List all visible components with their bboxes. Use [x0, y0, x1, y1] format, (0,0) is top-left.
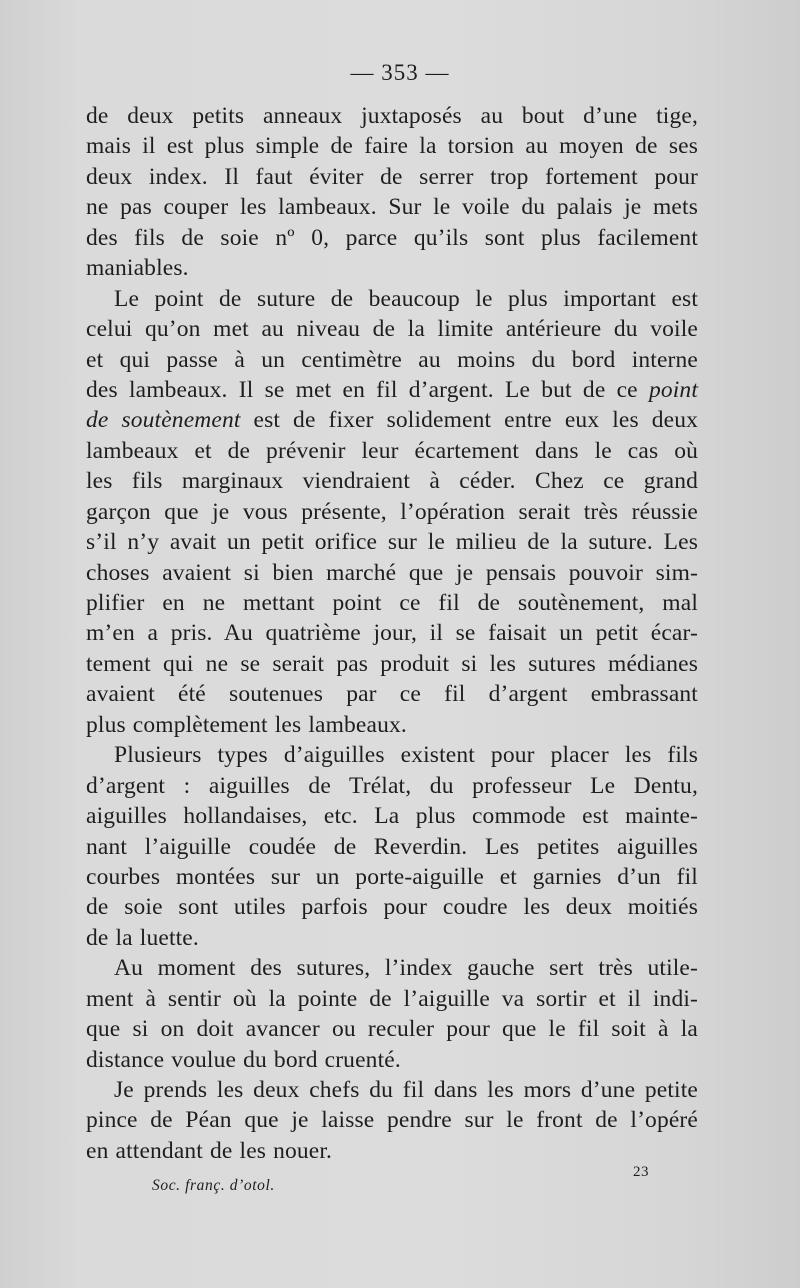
text-line: Au moment des sutures, l’index gauche sert très utile- — [114, 955, 698, 982]
text-line: d’argent : aiguilles de Trélat, du professeur Le Dentu, — [86, 772, 698, 799]
text-line: s’il n’y avait un petit orifice sur le milieu de la suture. Les — [86, 529, 698, 556]
text-line: ne pas couper les lambeaux. Sur le voile du palais je mets — [86, 194, 698, 221]
text-line: que si on doit avancer ou reculer pour que le fil soit à la — [86, 1016, 698, 1043]
text-line: aiguilles hollandaises, etc. La plus commode est mainte- — [86, 803, 698, 830]
text-line: distance voulue du bord cruenté. — [86, 1046, 401, 1073]
text-line: m’en a pris. Au quatrième jour, il se faisait un petit écar- — [86, 620, 698, 647]
italic-term: de soutènement — [86, 407, 241, 434]
text-line: Je prends les deux chefs du fil dans les mors d’une petite — [114, 1077, 698, 1103]
text-line: celui qu’on met au niveau de la limite antérieure du voile — [86, 316, 698, 343]
text-line: Le point de suture de beaucoup le plus important est — [114, 285, 698, 312]
italic-term: point — [648, 376, 698, 403]
text-line: de la luette. — [86, 924, 199, 951]
footer-signature: Soc. franç. d’otol. — [152, 1177, 275, 1194]
text-line: de soie sont utiles parfois pour coudre les deux moitiés — [86, 894, 698, 921]
text-line: nant l’aiguille coudée de Reverdin. Les petites aiguilles — [86, 833, 698, 860]
text-line: garçon que je vous présente, l’opération serait très réussie — [86, 498, 698, 525]
text-line: pince de Péan que je laisse pendre sur le front de l’opéré — [86, 1107, 698, 1134]
sheet-number: 23 — [633, 1164, 649, 1180]
text-line: plus complètement les lambeaux. — [86, 711, 407, 738]
text-line: tement qui ne se serait pas produit si les sutures médianes — [86, 650, 698, 677]
page-number: — 353 — — [350, 60, 450, 85]
text-line: lambeaux et de prévenir leur écartement dans le cas où — [86, 437, 698, 464]
text-line: choses avaient si bien marché que je pensais pouvoir sim- — [86, 559, 698, 586]
text-line: avaient été soutenues par ce fil d’argent embrassant — [86, 681, 698, 708]
text-line: les fils marginaux viendraient à céder. Chez ce grand — [86, 468, 698, 495]
text-line: et qui passe à un centimètre au moins du bord interne — [86, 346, 698, 373]
text-line: de deux petits anneaux juxtaposés au bout d’une tige, — [86, 103, 698, 129]
text-line: en attendant de les nouer. — [86, 1137, 333, 1164]
text-line: ment à sentir où la pointe de l’aiguille va sortir et il indi- — [86, 985, 698, 1012]
text-line: des fils de soie nº 0, parce qu’ils sont plus facilement — [86, 224, 698, 251]
text-line: courbes montées sur un porte-aiguille et garnies d’un fil — [86, 863, 698, 890]
text-line: mais il est plus simple de faire la torsion au moyen de ses — [86, 133, 698, 160]
text-line: plifier en ne mettant point ce fil de soutènement, mal — [86, 590, 698, 616]
text-line: maniables. — [86, 255, 189, 282]
text-line: Plusieurs types d’aiguilles existent pour placer les fils — [114, 742, 698, 769]
text-line: de soutènement est de fixer solidement entre eux les deux — [86, 407, 698, 434]
body-text — [86, 101, 698, 1166]
text-line: deux index. Il faut éviter de serrer trop fortement pour — [86, 163, 698, 190]
text-line: des lambeaux. Il se met en fil d’argent. Le but de ce point — [86, 376, 698, 403]
